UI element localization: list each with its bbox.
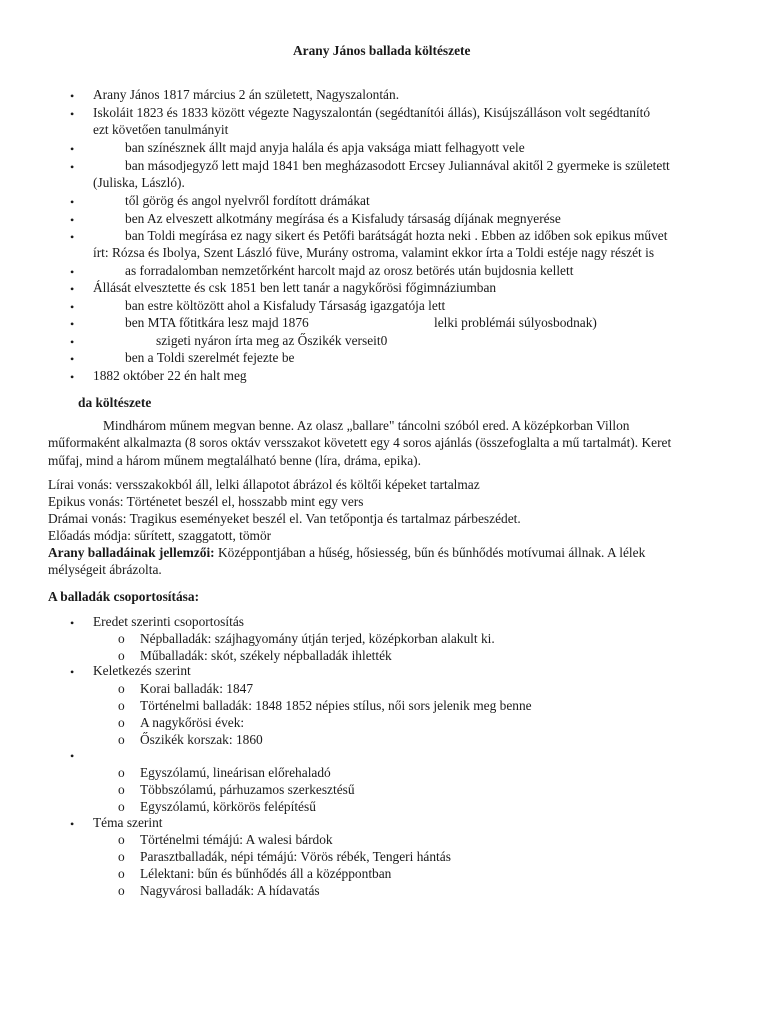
paragraph-line: műfaj, mind a három műnem megtalálható benne (líra, dráma, epika).	[48, 453, 421, 468]
sub-bullet-icon: o	[118, 698, 125, 713]
bullet-icon: •	[70, 107, 75, 121]
sub-list-item: Nagyvárosi balladák: A hídavatás	[140, 883, 320, 898]
bullet-icon: •	[70, 370, 75, 384]
trait-line: Lírai vonás: versszakokból áll, lelki állapotot ábrázol és költői képeket tartalmaz	[48, 477, 480, 492]
list-item: as forradalomban nemzetőrként harcolt majd az orosz betörés után bujdosnia kellett	[125, 263, 574, 278]
sub-list-item: Egyszólamú, körkörös felépítésű	[140, 799, 316, 814]
bullet-icon: •	[70, 142, 75, 156]
bullet-icon: •	[70, 616, 75, 630]
list-item: ban másodjegyző lett majd 1841 ben megházasodott Ercsey Juliannával akitől 2 gyermeke is született	[125, 158, 670, 173]
bullet-icon: •	[70, 89, 75, 103]
features-line	[48, 544, 645, 562]
list-item-continuation: ezt követően tanulmányit	[93, 122, 229, 137]
list-item: ben Az elveszett alkotmány megírása és a Kisfaludy társaság díjának megnyerése	[125, 211, 561, 226]
features-text: Középpontjában a hűség, hősiesség, bűn és bűnhődés motívumai állnak. A lélek	[214, 545, 646, 560]
trait-line: Előadás módja: sűrített, szaggatott, tömör	[48, 528, 272, 543]
sub-list-item: Parasztballadák, népi témájú: Vörös rébék, Tengeri hántás	[140, 849, 451, 864]
sub-list-item: Történelmi balladák: 1848 1852 népies stílus, női sors jelenik meg benne	[140, 698, 532, 713]
bullet-icon: •	[70, 160, 75, 174]
sub-bullet-icon: o	[118, 732, 125, 747]
bullet-icon: •	[70, 230, 75, 244]
sub-bullet-icon: o	[118, 832, 125, 847]
sub-list-item: Népballadák: szájhagyomány útján terjed, középkorban alakult ki.	[140, 631, 495, 646]
bullet-icon: •	[70, 352, 75, 366]
grouping-heading: A balladák csoportosítása:	[48, 589, 200, 604]
paragraph-line: Mindhárom műnem megvan benne. Az olasz „ballare" táncolni szóból ered. A középkorban Villon	[103, 418, 630, 433]
features-label: Arany balladáinak jellemzői:	[48, 545, 215, 560]
sub-list-item: Őszikék korszak: 1860	[140, 732, 263, 747]
bullet-icon: •	[70, 817, 75, 831]
bullet-icon: •	[70, 317, 75, 331]
sub-bullet-icon: o	[118, 849, 125, 864]
sub-bullet-icon: o	[118, 782, 125, 797]
trait-line: Drámai vonás: Tragikus eseményeket beszél el. Van tetőpontja és tartalmaz párbeszédet.	[48, 511, 521, 526]
document-title: Arany János ballada költészete	[293, 43, 471, 58]
sub-list-item: Műballadák: skót, székely népballadák ihlették	[140, 648, 392, 663]
group-label-theme: Téma szerint	[93, 815, 163, 830]
list-item-continuation: (Juliska, László).	[93, 175, 185, 190]
sub-bullet-icon: o	[118, 866, 125, 881]
paragraph-line: műformaként alkalmazta (8 soros oktáv versszakot követett egy 4 soros ajánlás (összefoglalta a mű tartalmát). Keret	[48, 435, 672, 450]
bullet-icon: •	[70, 195, 75, 209]
bullet-icon: •	[70, 749, 75, 763]
list-item: ben MTA főtitkára lesz majd 1876	[125, 315, 309, 330]
sub-bullet-icon: o	[118, 631, 125, 646]
sub-list-item: Többszólamú, párhuzamos szerkesztésű	[140, 782, 355, 797]
section-heading: da költészete	[78, 395, 152, 410]
bullet-icon: •	[70, 335, 75, 349]
bullet-icon: •	[70, 300, 75, 314]
group-label-origin: Eredet szerinti csoportosítás	[93, 614, 244, 629]
list-item-continuation: írt: Rózsa és Ibolya, Szent László füve, Murány ostroma, valamint ekkor írta a Toldi estéje nagy részét is	[93, 245, 655, 260]
list-item: 1882 október 22 én halt meg	[93, 368, 247, 383]
list-item-fragment: lelki problémái súlyosbodnak)	[434, 315, 597, 330]
trait-line: Epikus vonás: Történetet beszél el, hosszabb mint egy vers	[48, 494, 364, 509]
sub-bullet-icon: o	[118, 715, 125, 730]
bullet-icon: •	[70, 213, 75, 227]
sub-list-item: Egyszólamú, lineárisan előrehaladó	[140, 765, 331, 780]
sub-bullet-icon: o	[118, 681, 125, 696]
list-item: szigeti nyáron írta meg az Őszikék verseit0	[156, 333, 388, 348]
sub-bullet-icon: o	[118, 883, 125, 898]
sub-bullet-icon: o	[118, 799, 125, 814]
sub-list-item: A nagykőrösi évek:	[140, 715, 245, 730]
list-item: ben a Toldi szerelmét fejezte be	[125, 350, 295, 365]
list-item: ban estre költözött ahol a Kisfaludy Társaság igazgatója lett	[125, 298, 446, 313]
list-item: Állását elvesztette és csk 1851 ben lett tanár a nagykőrösi főgimnáziumban	[93, 280, 497, 295]
list-item: től görög és angol nyelvről fordított drámákat	[125, 193, 370, 208]
bullet-icon: •	[70, 265, 75, 279]
list-item: ban színésznek állt majd anyja halála és apja vaksága miatt felhagyott vele	[125, 140, 525, 155]
group-label-creation: Keletkezés szerint	[93, 663, 191, 678]
bullet-icon: •	[70, 282, 75, 296]
bullet-icon: •	[70, 665, 75, 679]
sub-list-item: Történelmi témájú: A walesi bárdok	[140, 832, 333, 847]
sub-list-item: Korai balladák: 1847	[140, 681, 254, 696]
sub-bullet-icon: o	[118, 765, 125, 780]
list-item: Arany János 1817 március 2 án született, Nagyszalontán.	[93, 87, 400, 102]
list-item: ban Toldi megírása ez nagy sikert és Petőfi barátságát hozta neki . Ebben az időben sok epikus művet	[125, 228, 668, 243]
sub-bullet-icon: o	[118, 648, 125, 663]
features-line-continuation: mélységeit ábrázolta.	[48, 562, 162, 577]
list-item: Iskoláit 1823 és 1833 között végezte Nagyszalontán (segédtanítói állás), Kisújszálláson volt segédtanító	[93, 105, 651, 120]
sub-list-item: Lélektani: bűn és bűnhődés áll a középpontban	[140, 866, 392, 881]
